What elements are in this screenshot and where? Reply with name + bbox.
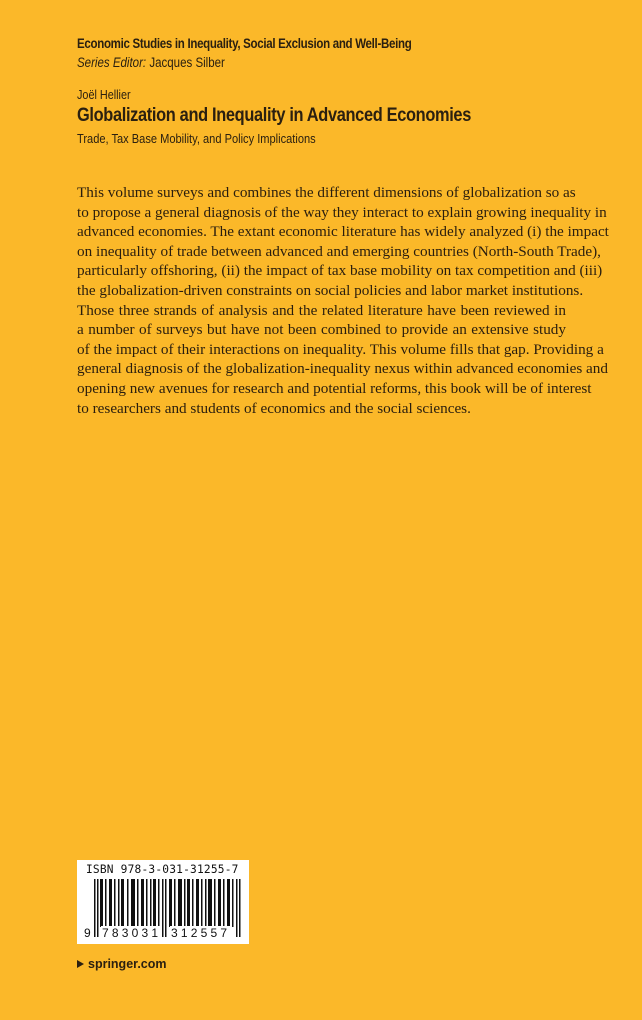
description-line: This volume surveys and combines the different dimensions of globalization so as bbox=[77, 184, 576, 201]
book-title: Globalization and Inequality in Advanced Economies bbox=[77, 104, 471, 126]
description-line: the globalization-driven constraints on social policies and labor market institutions. bbox=[77, 281, 584, 299]
description-line: Those three strands of analysis and the related literature have been reviewed in bbox=[77, 301, 566, 319]
series-editor-label: Series Editor: bbox=[77, 55, 147, 70]
ean-right-group: 312557 bbox=[171, 926, 231, 940]
description-line: general diagnosis of the globalization-inequality nexus within advanced economies and bbox=[77, 360, 608, 378]
book-description bbox=[77, 183, 609, 418]
description-line: on inequality of trade between advanced and emerging countries (North-South Trade), bbox=[77, 242, 601, 260]
description-line: to researchers and students of economics and the social sciences. bbox=[77, 399, 471, 417]
description-line: to propose a general diagnosis of the way they interact to explain growing inequality in bbox=[77, 203, 607, 221]
description-line: a number of surveys but have not been combined to provide an extensive study bbox=[77, 321, 566, 339]
series-editor-name: Jacques Silber bbox=[149, 55, 225, 70]
book-author: Joël Hellier bbox=[77, 88, 131, 102]
publisher-url: springer.com bbox=[88, 957, 167, 971]
publisher-link[interactable] bbox=[77, 957, 167, 971]
series-title: Economic Studies in Inequality, Social Exclusion and Well-Being bbox=[77, 36, 412, 51]
ean-first-digit: 9 bbox=[84, 926, 91, 940]
book-subtitle: Trade, Tax Base Mobility, and Policy Implications bbox=[77, 131, 316, 146]
description-line: particularly offshoring, (ii) the impact of tax base mobility on tax competition and (iii) bbox=[77, 262, 603, 280]
ean-left-group: 783031 bbox=[102, 926, 162, 940]
right-triangle-icon bbox=[77, 960, 84, 968]
isbn-label: ISBN 978-3-031-31255-7 bbox=[86, 863, 239, 876]
isbn-barcode-box bbox=[77, 860, 249, 944]
series-editor bbox=[77, 55, 225, 70]
description-line: opening new avenues for research and potential reforms, this book will be of interest bbox=[77, 379, 592, 397]
description-line: of the impact of their interactions on inequality. This volume fills that gap. Providing a bbox=[77, 340, 604, 358]
description-line: advanced economies. The extant economic literature has widely analyzed (i) the impact bbox=[77, 223, 609, 241]
